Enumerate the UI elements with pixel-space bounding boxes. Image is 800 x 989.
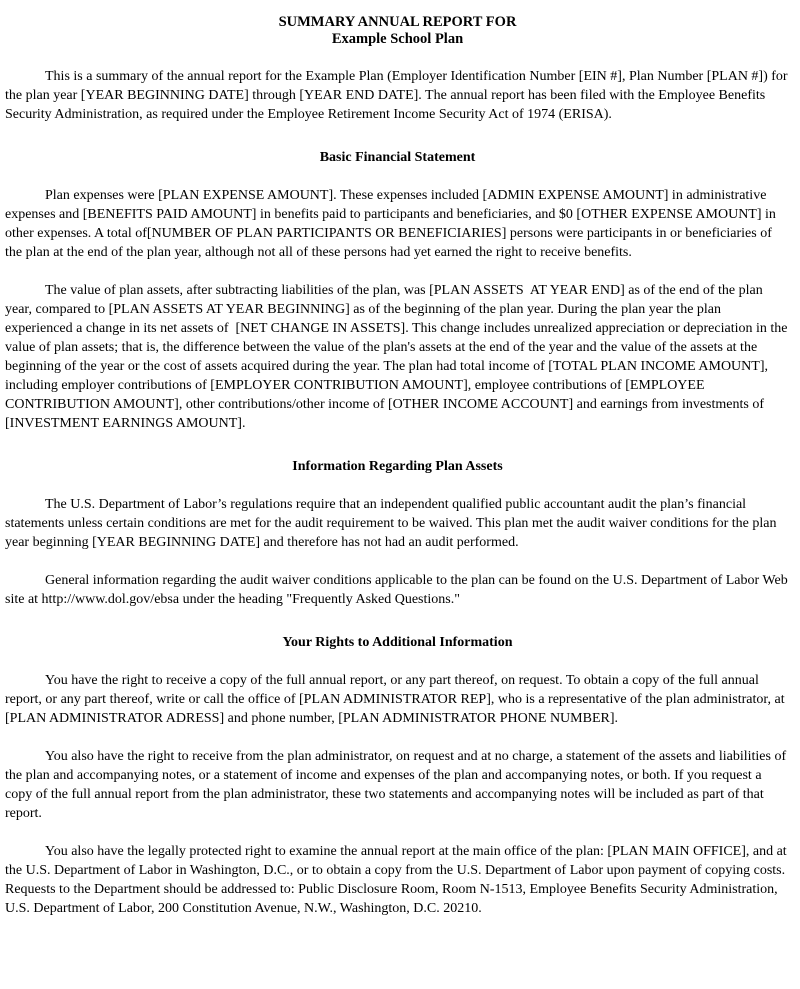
title-line-2: Example School Plan (331, 31, 464, 47)
intro-paragraph: This is a summary of the annual report for the Example Plan (Employer Identification Number [EIN #], Plan Number [PLAN #]) for the plan year [YEAR BEGINNING DATE] through [YEAR END DATE]. The annual report has been filed with the Employee Benefits Security Administration, as required under the Employee Retirement Income Security Act of 1974 (ERISA). (5, 69, 792, 122)
paragraph-plan-expenses: Plan expenses were [PLAN EXPENSE AMOUNT]. These expenses included [ADMIN EXPENSE AMOUNT] in administrative expenses and [BENEFITS PAID AMOUNT] in benefits paid to participants and beneficiaries, and $0 [OTHER EXPENSE AMOUNT] in other expenses. A total of[NUMBER OF PLAN PARTICIPANTS OR BENEFICIARIES] persons were participants in or beneficiaries of the plan at the end of the plan year, although not all of these persons had yet earned the right to receive benefits. (5, 188, 780, 260)
title-line-1: SUMMARY ANNUAL REPORT FOR (278, 14, 517, 30)
section-heading-basic-financial-statement: Basic Financial Statement (319, 150, 476, 165)
paragraph-plan-assets-value: The value of plan assets, after subtracting liabilities of the plan, was [PLAN ASSETS AT YEAR END] as of the end of the plan year, compared to [PLAN ASSETS AT YEAR BEGINNING] as of the beginning of the plan year. During the plan year the plan experienced a change in its net assets of [NET CHANGE IN ASSETS]. This change includes unrealized appreciation or depreciation in the value of plan assets; that is, the difference between the value of the plan's assets at the end of the year and the value of the assets at the beginning of the year or the cost of assets acquired during the year. The plan had total income of [TOTAL PLAN INCOME AMOUNT], including employer contributions of [EMPLOYER CONTRIBUTION AMOUNT], employee contributions of [EMPLOYEE CONTRIBUTION AMOUNT], other contributions/other income of [OTHER INCOME ACCOUNT] and earnings from investments of [INVESTMENT EARNINGS AMOUNT]. (5, 283, 791, 431)
paragraph-right-to-statements: You also have the right to receive from the plan administrator, on request and at no charge, a statement of the assets and liabilities of the plan and accompanying notes, or a statement of income and expenses of the plan and accompanying notes, or both. If you request a copy of the full annual report from the plan administrator, these two statements and accompanying notes will be included as part of that report. (5, 749, 790, 821)
document-title (5, 14, 790, 48)
paragraph-general-information: General information regarding the audit waiver conditions applicable to the plan can be found on the U.S. Department of Labor Web site at http://www.dol.gov/ebsa under the heading "Frequently Asked Questions." (5, 573, 792, 607)
paragraph-right-to-copy: You have the right to receive a copy of the full annual report, or any part thereof, on request. To obtain a copy of the full annual report, or any part thereof, write or call the office of [PLAN ADMINISTRATOR REP], who is a representative of the plan administrator, at [PLAN ADMINISTRATOR ADRESS] and phone number, [PLAN ADMINISTRATOR PHONE NUMBER]. (5, 673, 789, 726)
paragraph-right-to-examine: You also have the legally protected right to examine the annual report at the main office of the plan: [PLAN MAIN OFFICE], and at the U.S. Department of Labor in Washington, D.C., or to obtain a copy from the U.S. Department of Labor upon payment of copying costs. Requests to the Department should be addressed to: Public Disclosure Room, Room N-1513, Employee Benefits Security Administration, U.S. Department of Labor, 200 Constitution Avenue, N.W., Washington, D.C. 20210. (5, 844, 791, 916)
paragraph-audit-waiver: The U.S. Department of Labor’s regulations require that an independent qualified public accountant audit the plan’s financial statements unless certain conditions are met for the audit requirement to be waived. This plan met the audit waiver conditions for the plan year beginning [YEAR BEGINNING DATE] and therefore has not had an audit performed. (5, 497, 780, 550)
section-heading-your-rights-to-additional-information: Your Rights to Additional Information (282, 635, 513, 650)
section-heading-information-regarding-plan-assets: Information Regarding Plan Assets (292, 459, 503, 474)
